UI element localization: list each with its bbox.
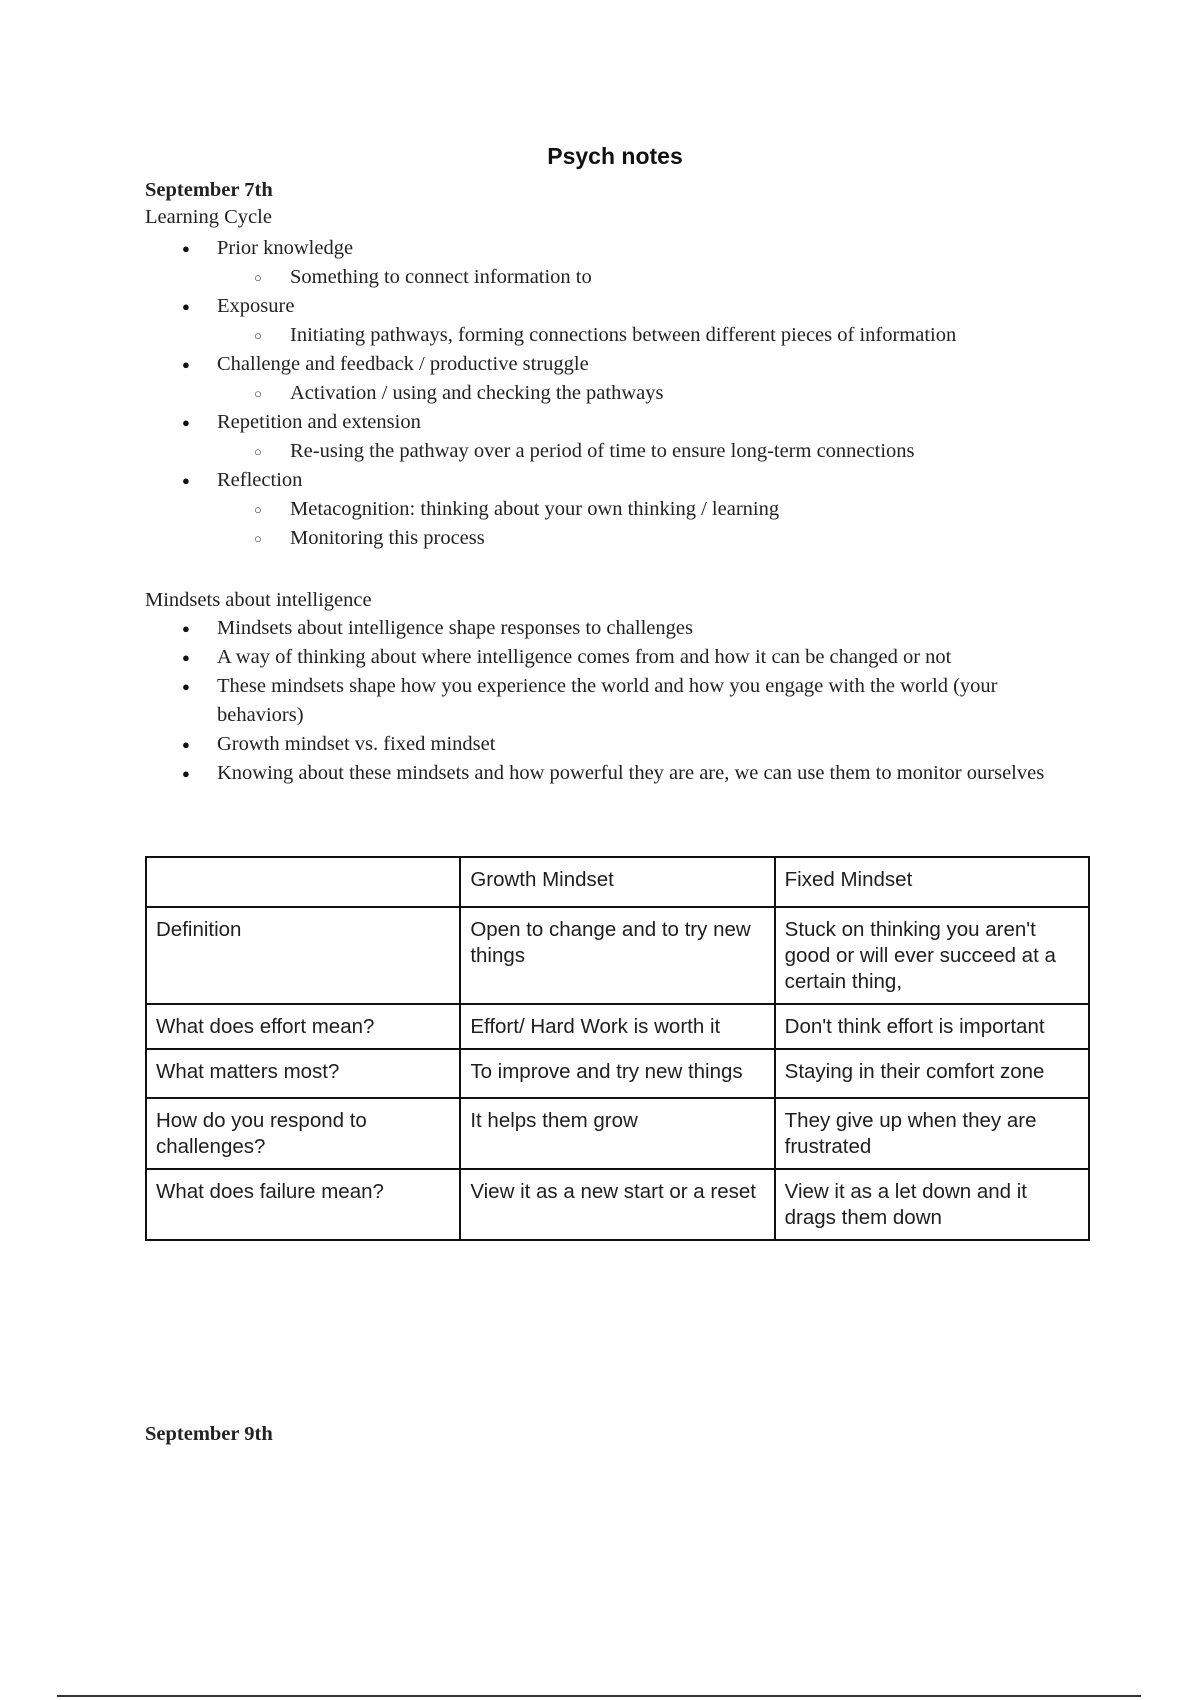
learning-cycle-list <box>145 234 1085 553</box>
sub-list <box>217 379 1085 408</box>
table-row <box>146 1049 1089 1098</box>
fixed-cell: They give up when they are frustrated <box>775 1098 1089 1169</box>
list-item-text: Repetition and extension <box>217 411 421 433</box>
date-heading: September 9th <box>145 1423 273 1445</box>
list-item <box>145 466 1085 553</box>
page-bottom-divider <box>57 1695 1141 1697</box>
fixed-cell: Staying in their comfort zone <box>775 1049 1089 1098</box>
list-item: ● These mindsets shape how you experience the world and how you engage with the world (your behaviors) <box>145 672 1085 730</box>
growth-cell: Open to change and to try new things <box>460 907 774 1004</box>
page-title: Psych notes <box>547 143 683 169</box>
table-row <box>146 1169 1089 1240</box>
list-item-text: Challenge and feedback / productive struggle <box>217 353 589 375</box>
header-cell-fixed: Fixed Mindset <box>775 857 1089 907</box>
sub-list-item: ○ Metacognition: thinking about your own thinking / learning <box>217 495 1085 524</box>
fixed-cell: Don't think effort is important <box>775 1004 1089 1049</box>
mindsets-heading: Mindsets about intelligence <box>145 589 372 611</box>
table-row <box>146 1004 1089 1049</box>
list-item: ● Growth mindset vs. fixed mindset <box>145 730 1085 759</box>
row-label: What matters most? <box>146 1049 460 1098</box>
sub-list <box>217 321 1085 350</box>
row-label: How do you respond to challenges? <box>146 1098 460 1169</box>
list-item <box>145 292 1085 350</box>
sub-list <box>217 495 1085 553</box>
sub-list-item: ○ Something to connect information to <box>217 263 1085 292</box>
growth-cell: View it as a new start or a reset <box>460 1169 774 1240</box>
list-item-text: Exposure <box>217 295 295 317</box>
table-row <box>146 907 1089 1004</box>
sub-list-item: ○ Activation / using and checking the pathways <box>217 379 1085 408</box>
sub-list-item: ○ Re-using the pathway over a period of time to ensure long-term connections <box>217 437 1085 466</box>
header-cell-growth: Growth Mindset <box>460 857 774 907</box>
sub-list-item: ○ Monitoring this process <box>217 524 1085 553</box>
date-heading: September 7th <box>145 179 273 201</box>
list-item-text: Prior knowledge <box>217 237 354 259</box>
growth-cell: Effort/ Hard Work is worth it <box>460 1004 774 1049</box>
row-label: What does effort mean? <box>146 1004 460 1049</box>
list-item-text: Reflection <box>217 469 303 491</box>
growth-cell: It helps them grow <box>460 1098 774 1169</box>
growth-cell: To improve and try new things <box>460 1049 774 1098</box>
sub-list <box>217 437 1085 466</box>
list-item: ● Knowing about these mindsets and how powerful they are are, we can use them to monitor ourselves <box>145 759 1085 788</box>
list-item <box>145 234 1085 292</box>
table-row <box>146 1098 1089 1169</box>
mindset-table <box>145 856 1090 1241</box>
list-item <box>145 408 1085 466</box>
sub-list <box>217 263 1085 292</box>
sub-list-item: ○ Initiating pathways, forming connections between different pieces of information <box>217 321 1085 350</box>
fixed-cell: View it as a let down and it drags them down <box>775 1169 1089 1240</box>
table-header-row <box>146 857 1089 907</box>
list-item: ● Mindsets about intelligence shape responses to challenges <box>145 614 1085 643</box>
row-label: What does failure mean? <box>146 1169 460 1240</box>
learning-cycle-heading: Learning Cycle <box>145 206 272 228</box>
fixed-cell: Stuck on thinking you aren't good or will ever succeed at a certain thing, <box>775 907 1089 1004</box>
list-item: ● A way of thinking about where intelligence comes from and how it can be changed or not <box>145 643 1085 672</box>
list-item <box>145 350 1085 408</box>
header-cell-empty <box>146 857 460 907</box>
mindsets-list <box>145 614 1085 788</box>
row-label: Definition <box>146 907 460 1004</box>
